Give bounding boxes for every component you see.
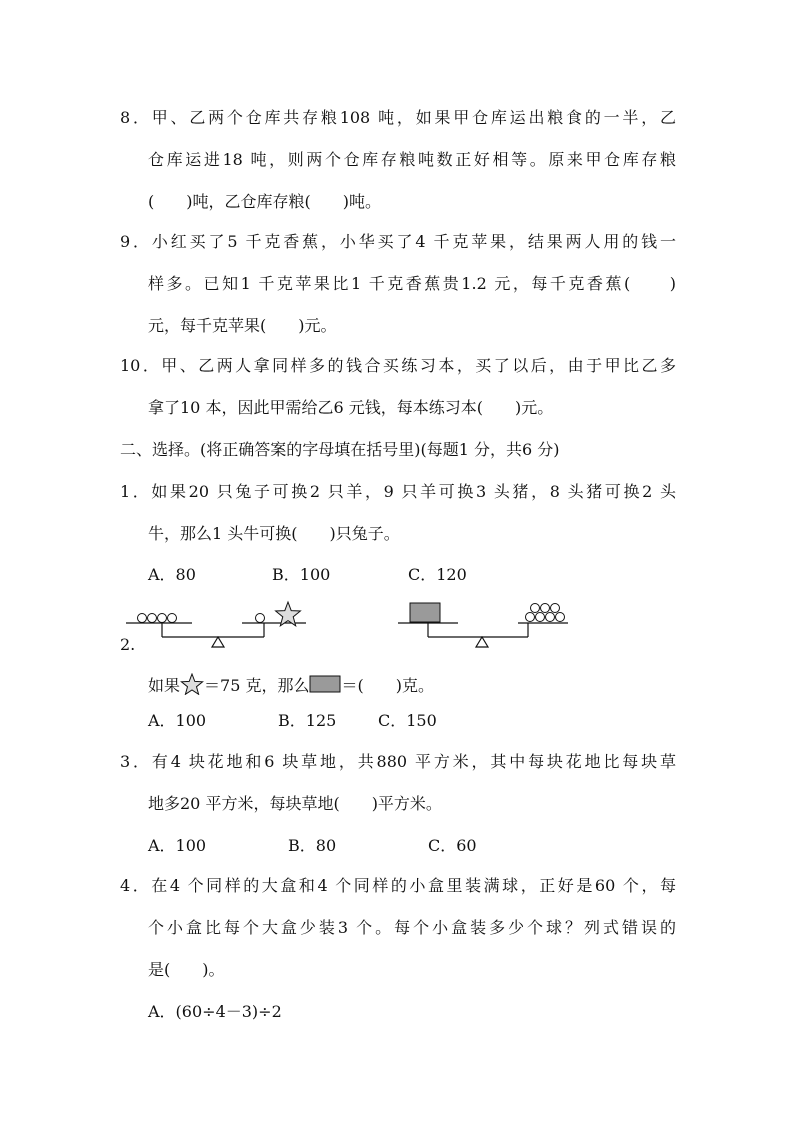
shaded-box-icon: [410, 603, 440, 622]
q2-option-c: C．150: [378, 711, 437, 730]
q8-line-3: ( )吨，乙仓库存粮( )吨。: [148, 192, 381, 211]
q2-text-a: 如果: [148, 676, 181, 695]
q9-line-2: 样多。已知1 千克苹果比1 千克香蕉贵1.2 元，每千克香蕉( ): [148, 274, 676, 293]
q1-option-a: A．80: [148, 565, 196, 584]
right-balance-scale: [398, 603, 568, 647]
star-icon: [276, 602, 301, 626]
q3-line-1: 3．有4 块花地和6 块草地，共880 平方米，其中每块花地比每块草: [120, 752, 676, 771]
left-balance-scale: [126, 602, 306, 647]
q8-line-1: 8．甲、乙两个仓库共存粮108 吨，如果甲仓库运出粮食的一半，乙: [120, 108, 676, 127]
circle-weights-left: [138, 614, 265, 623]
q4-line-3: 是( )。: [148, 960, 225, 979]
q4-line-2: 个小盒比每个大盒少装3 个。每个小盒装多少个球？列式错误的: [148, 918, 676, 937]
q2-number: 2.: [120, 635, 136, 654]
q10-line-1: 10．甲、乙两人拿同样多的钱合买练习本，买了以后，由于甲比乙多: [120, 356, 676, 375]
q2-text-c: ＝( )克。: [341, 676, 434, 695]
q9-line-3: 元，每千克苹果( )元。: [148, 316, 337, 335]
q2-option-a: A．100: [148, 711, 207, 730]
q3-line-2: 地多20 平方米，每块草地( )平方米。: [148, 794, 442, 813]
shaded-box-icon: [309, 674, 341, 694]
q1-line-1: 1．如果20 只兔子可换2 只羊，9 只羊可换3 头猪，8 头猪可换2 头: [120, 482, 676, 501]
circle-weights-right: [526, 604, 565, 622]
q8-line-2: 仓库运进18 吨，则两个仓库存粮吨数正好相等。原来甲仓库存粮: [148, 150, 676, 169]
q2-text-b: ＝75 克，那么: [204, 676, 310, 695]
q3-option-c: C．60: [428, 836, 477, 855]
q1-option-b: B．100: [272, 565, 331, 584]
q1-option-c: C．120: [408, 565, 467, 584]
section-2-heading: 二、选择。(将正确答案的字母填在括号里)(每题1 分，共6 分): [120, 440, 560, 459]
q3-option-b: B．80: [288, 836, 337, 855]
q9-line-1: 9．小红买了5 千克香蕉，小华买了4 千克苹果，结果两人用的钱一: [120, 232, 676, 251]
q10-line-2: 拿了10 本，因此甲需给乙6 元钱，每本练习本( )元。: [148, 398, 554, 417]
q2-line: [148, 673, 434, 696]
q1-line-2: 牛，那么1 头牛可换( )只兔子。: [148, 524, 400, 543]
q4-line-1: 4．在4 个同样的大盒和4 个同样的小盒里装满球，正好是60 个，每: [120, 876, 676, 895]
star-icon: [180, 673, 204, 695]
balance-scales-figure: [120, 596, 580, 652]
q4-option-a: A．(60÷4－3)÷2: [148, 1002, 282, 1021]
q2-option-b: B．125: [278, 711, 337, 730]
q3-option-a: A．100: [148, 836, 207, 855]
